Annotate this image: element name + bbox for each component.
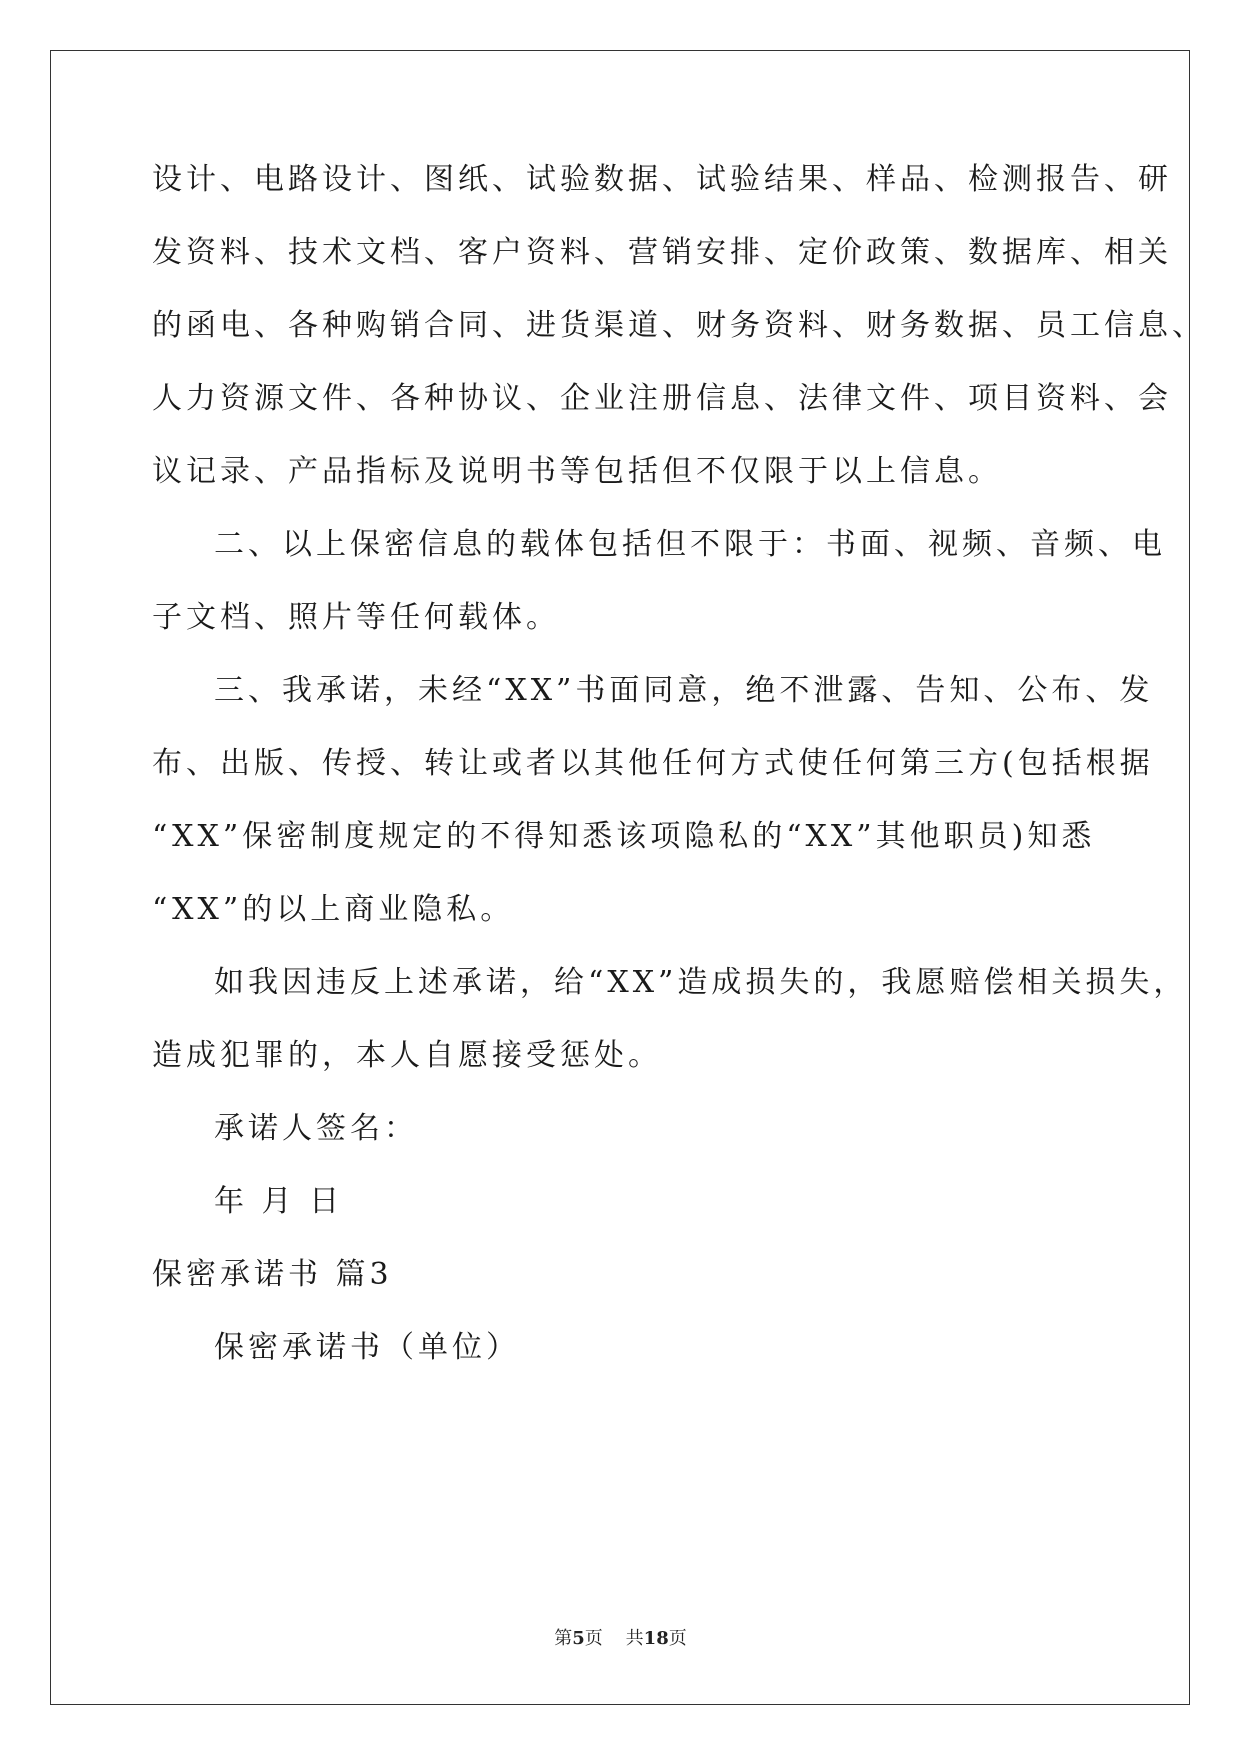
signature-label: 承诺人签名：	[214, 1111, 418, 1146]
text-line: 造成犯罪的，本人自愿接受惩处。	[152, 1038, 662, 1073]
text-line: 的函电、各种购销合同、进货渠道、财务资料、财务数据、员工信息、	[152, 308, 1206, 343]
text-line: “XX”的以上商业隐私。	[152, 892, 515, 927]
page-suffix: 页	[584, 1628, 603, 1649]
total-suffix: 页	[668, 1628, 687, 1649]
document-title: 保密承诺书（单位）	[214, 1330, 520, 1365]
total-prefix: 共	[625, 1628, 644, 1649]
date-line: 年 月 日	[214, 1184, 344, 1219]
text-line: 议记录、产品指标及说明书等包括但不仅限于以上信息。	[152, 454, 1002, 489]
text-line: 布、出版、传授、转让或者以其他任何方式使任何第三方(包括根据	[152, 746, 1154, 781]
text-line: 子文档、照片等任何载体。	[152, 600, 560, 635]
text-line: “XX”保密制度规定的不得知悉该项隐私的“XX”其他职员)知悉	[152, 819, 1096, 854]
page-prefix: 第	[554, 1628, 573, 1649]
section-heading: 保密承诺书 篇3	[152, 1257, 393, 1292]
page-footer	[0, 1627, 1241, 1651]
total-pages: 18	[643, 1628, 669, 1649]
text-line: 三、我承诺，未经“XX”书面同意，绝不泄露、告知、公布、发	[214, 673, 1154, 708]
text-line: 发资料、技术文档、客户资料、营销安排、定价政策、数据库、相关	[152, 235, 1172, 270]
text-line: 人力资源文件、各种协议、企业注册信息、法律文件、项目资料、会	[152, 381, 1172, 416]
page-number: 5	[572, 1628, 585, 1649]
text-line: 如我因违反上述承诺，给“XX”造成损失的，我愿赔偿相关损失，	[214, 965, 1188, 1000]
text-line: 二、以上保密信息的载体包括但不限于：书面、视频、音频、电	[214, 527, 1166, 562]
page-border	[50, 50, 1190, 1705]
text-line: 设计、电路设计、图纸、试验数据、试验结果、样品、检测报告、研	[152, 162, 1172, 197]
